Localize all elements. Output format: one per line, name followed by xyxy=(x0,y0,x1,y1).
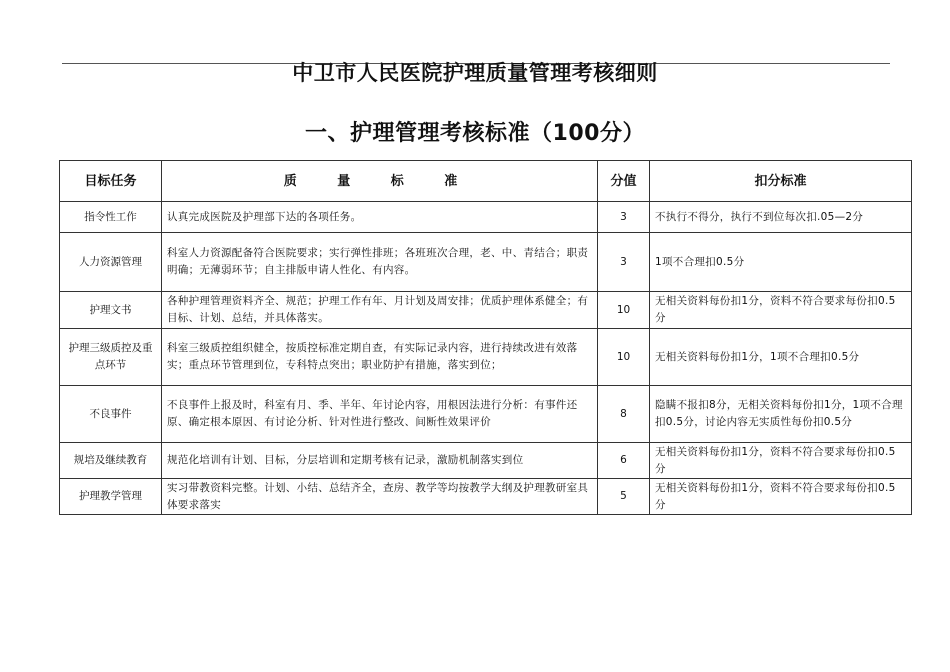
row-score: 5 xyxy=(598,479,650,515)
table-row xyxy=(60,329,912,386)
section-title: 一、护理管理考核标准（100分） xyxy=(305,121,645,146)
row-standard: 认真完成医院及护理部下达的各项任务。 xyxy=(162,202,598,233)
header-score: 分值 xyxy=(598,161,650,202)
table-row xyxy=(60,386,912,443)
row-deduction: 无相关资料每份扣1分，资料不符合要求每份扣0.5分 xyxy=(650,479,912,515)
row-task: 人力资源管理 xyxy=(60,233,162,292)
row-standard: 各种护理管理资料齐全、规范；护理工作有年、月计划及周安排；优质护理体系健全；有目标、计划、总结，并具体落实。 xyxy=(162,292,598,329)
row-task: 指令性工作 xyxy=(60,202,162,233)
row-standard: 规范化培训有计划、目标，分层培训和定期考核有记录，激励机制落实到位 xyxy=(162,443,598,479)
row-standard: 科室三级质控组织健全，按质控标准定期自查，有实际记录内容，进行持续改进有效落实；重点环节管理到位，专科特点突出；职业防护有措施，落实到位； xyxy=(162,329,598,386)
row-score: 10 xyxy=(598,329,650,386)
table-row xyxy=(60,443,912,479)
row-score: 6 xyxy=(598,443,650,479)
row-deduction: 无相关资料每份扣1分，资料不符合要求每份扣0.5分 xyxy=(650,292,912,329)
row-score: 10 xyxy=(598,292,650,329)
header-deduction: 扣分标准 xyxy=(650,161,912,202)
row-task: 护理文书 xyxy=(60,292,162,329)
table-header-row xyxy=(60,161,912,202)
row-standard: 不良事件上报及时，科室有月、季、半年、年讨论内容，用根因法进行分析：有事件还原、确定根本原因、有讨论分析、针对性进行整改、间断性效果评价 xyxy=(162,386,598,443)
row-task: 护理三级质控及重点环节 xyxy=(60,329,162,386)
row-task: 规培及继续教育 xyxy=(60,443,162,479)
table-row xyxy=(60,202,912,233)
row-score: 8 xyxy=(598,386,650,443)
row-deduction: 隐瞒不报扣8分，无相关资料每份扣1分，1项不合理扣0.5分，讨论内容无实质性每份扣0.5分 xyxy=(650,386,912,443)
header-standard: 质 量 标 准 xyxy=(162,161,598,202)
row-deduction: 不执行不得分，执行不到位每次扣.05—2分 xyxy=(650,202,912,233)
row-standard: 科室人力资源配备符合医院要求；实行弹性排班；各班班次合理，老、中、青结合；职责明确；无薄弱环节；自主排版申请人性化、有内容。 xyxy=(162,233,598,292)
table-row xyxy=(60,233,912,292)
document-title: 中卫市人民医院护理质量管理考核细则 xyxy=(292,61,658,85)
row-deduction: 无相关资料每份扣1分，资料不符合要求每份扣0.5分 xyxy=(650,443,912,479)
row-score: 3 xyxy=(598,202,650,233)
table-row xyxy=(60,292,912,329)
row-score: 3 xyxy=(598,233,650,292)
row-task: 不良事件 xyxy=(60,386,162,443)
assessment-table xyxy=(59,160,912,515)
row-task: 护理教学管理 xyxy=(60,479,162,515)
row-deduction: 无相关资料每份扣1分，1项不合理扣0.5分 xyxy=(650,329,912,386)
row-standard: 实习带教资料完整。计划、小结、总结齐全，查房、教学等均按教学大纲及护理教研室具体要求落实 xyxy=(162,479,598,515)
row-deduction: 1项不合理扣0.5分 xyxy=(650,233,912,292)
header-task: 目标任务 xyxy=(60,161,162,202)
table-row xyxy=(60,479,912,515)
